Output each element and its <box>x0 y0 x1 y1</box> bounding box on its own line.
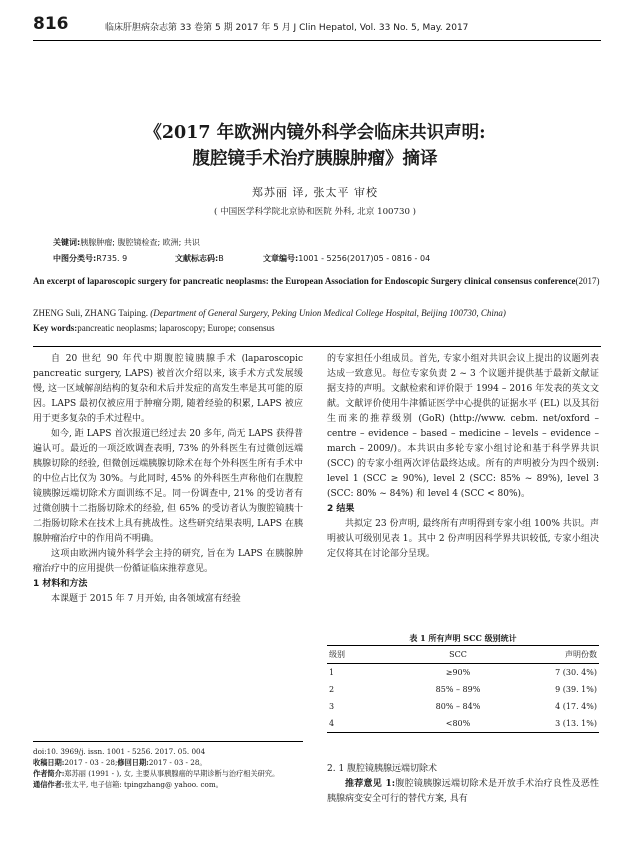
english-title-text: An excerpt of laparoscopic surgery for pancreatic neoplasms: the European Association for Endoscopic Surgery clinical consensus conference <box>33 276 576 286</box>
left-paragraph-4: 本课题于 2015 年 7 月开始, 由各领域富有经验 <box>51 594 241 604</box>
left-paragraph-3: 这项由欧洲内镜外科学会主持的研究, 旨在为 LAPS 在胰腺肿瘤治疗中的应用提供一份循证临床推荐意见。 <box>33 549 303 574</box>
table-cell: 3 (13. 1%) <box>515 715 599 733</box>
doc-code-line <box>175 253 224 264</box>
table-row <box>327 664 599 682</box>
table-cell: 80% – 84% <box>435 702 481 711</box>
affiliation: ( 中国医学科学院北京协和医院 外科, 北京 100730 ) <box>214 207 416 217</box>
table-cell: 2 <box>329 685 335 694</box>
correspondence-label: 通信作者: <box>33 780 65 789</box>
dates-line <box>33 757 303 768</box>
keywords-label: 关键词: <box>53 238 81 247</box>
table-header-scc: SCC <box>401 646 515 664</box>
journal-header: 临床肝胆病杂志第 33 卷第 5 期 2017 年 5 月 J Clin Hepatol, Vol. 33 No. 5, May. 2017 <box>105 23 469 33</box>
left-paragraph-2: 如今, 距 LAPS 首次报道已经过去 20 多年, 尚无 LAPS 获得普遍认可。最近的一项泛欧调查表明, 73% 的外科医生有过微创远端胰腺切除的经验, 但微创远端胰腺切除术在每个外科医生所有手术中的中位占比仅为 30%。与此同时, 45% 的外科医生声称他们在腹腔镜胰腺远端切除术方面训练不足。同一份调查中, 21% 的受访者有过微创胰十二指肠切除术的经验, 但 65% 的受访者认为腹腔镜胰十二指肠切除术在技术上具有挑战性。这些研究结果表明, LAPS 在胰腺肿瘤治疗中的作用尚不明确。 <box>33 429 303 544</box>
english-title-suffix: (2017) <box>575 276 600 286</box>
table-cell: 4 <box>327 715 401 733</box>
recommendation-1 <box>327 777 599 807</box>
table-cell: 3 <box>329 702 335 711</box>
table-cell: 7 (30. 4%) <box>555 668 597 677</box>
title-line-2: 腹腔镜手术治疗胰腺肿瘤》摘译 <box>192 149 438 169</box>
received-date: 2017 - 03 - 28; <box>64 758 118 767</box>
table-row <box>327 681 599 698</box>
english-keywords: pancreatic neoplasms; laparoscopy; Europe; consensus <box>77 323 275 333</box>
doc-code: B <box>218 254 224 263</box>
table-cell: 1 <box>329 668 335 677</box>
table-cell: 9 (39. 1%) <box>555 685 597 694</box>
author-bio: 郑苏丽 (1991 - ), 女, 主要从事胰腺癌的早期诊断与治疗相关研究。 <box>64 769 280 778</box>
section-heading-2: 2 结果 <box>327 504 355 514</box>
footnotes <box>33 746 303 790</box>
footnote-rule <box>33 741 303 742</box>
revised-date: 2017 - 03 - 28。 <box>148 758 207 767</box>
recommendation-1-label: 推荐意见 1: <box>345 779 396 789</box>
left-paragraph-1: 自 20 世纪 90 年代中期腹腔镜胰腺手术 (laparoscopic pancreatic surgery, LAPS) 被首次介绍以来, 该手术方式发展缓慢, 这一区域解剖结构的复杂和术后并发症的高发生率是其可能的原因。LAPS 最初仅被应用于肿瘤分期, 随着经验的积累, LAPS 被应用于更多复杂的手术过程中。 <box>33 354 303 424</box>
keywords: 胰腺肿瘤; 腹腔镜检查; 欧洲; 共识 <box>80 238 200 247</box>
author-bio-line <box>33 768 303 779</box>
author-bio-label: 作者简介: <box>33 769 65 778</box>
clc-line <box>53 253 127 264</box>
authors: 郑苏丽 译, 张太平 审校 <box>252 186 378 199</box>
english-affiliation: (Department of General Surgery, Peking Union Medical College Hospital, Beijing 100730, China) <box>150 308 506 318</box>
clc: R735. 9 <box>96 254 128 263</box>
doc-code-label: 文献标志码: <box>175 254 219 263</box>
header-rule <box>33 40 601 41</box>
table-header-count: 声明份数 <box>515 646 599 664</box>
abstract-rule <box>33 346 601 347</box>
english-authors: ZHENG Suli, ZHANG Taiping. <box>33 308 148 318</box>
revised-label: 修回日期: <box>117 758 149 767</box>
table-cell: 85% – 89% <box>435 685 481 694</box>
correspondence-line <box>33 779 303 790</box>
english-title <box>33 275 601 288</box>
article-no: 1001 - 5256(2017)05 - 0816 - 04 <box>298 254 431 263</box>
received-label: 收稿日期: <box>33 758 65 767</box>
right-paragraph-2: 共拟定 23 份声明, 最终所有声明得到专家小组 100% 共识。声明被认可级别见表 1。其中 2 份声明因科学界共识较低, 专家小组决定仅将其在讨论部分呈现。 <box>327 519 599 559</box>
section-heading-1: 1 材料和方法 <box>33 579 88 589</box>
page-number: 816 <box>33 14 69 34</box>
table-cell: <80% <box>401 715 515 733</box>
table-cell: ≥90% <box>445 668 471 677</box>
right-paragraph-1: 的专家担任小组成员。首先, 专家小组对共识会议上提出的议题列表达成一致意见。每位专家负责 2 ~ 3 个议题并提供基于最新文献证据支持的声明。文献检索和评价限于 1994 – 2016 年发表的英文文献。文献评价使用牛津循证医学中心提供的证据水平 (EL) 以及其衍生而来的推荐级别 (GoR) (http://www. cebm. net/oxford – centre – evidence – based – medicine – levels – evidence – march – 2009/)。本共识由多轮专家小组讨论和基于科学界共识 (SCC) 的专家小组两次评估最终达成。所有的声明被分为四个级别: level 1 (SCC ≥ 90%), level 2 (SCC: 85% ~ 89%), level 3 (SCC: 80% ~ 84%) 和 level 4 (SCC < 80%)。 <box>327 354 599 499</box>
article-no-label: 文章编号: <box>263 254 299 263</box>
recommendation-1-text: 腹腔镜胰腺远端切除术是开放手术治疗良性及恶性胰腺病变安全可行的替代方案, 具有 <box>327 779 599 804</box>
table-row <box>327 698 599 715</box>
article-no-line <box>263 253 430 264</box>
english-keywords-line <box>33 322 601 335</box>
table-caption: 表 1 所有声明 SCC 级别统计 <box>409 633 517 643</box>
section-heading-2-1: 2. 1 腹腔镜胰腺远端切除术 <box>327 764 438 774</box>
correspondence: 张太平, 电子信箱: tpingzhang@ yahoo. com。 <box>64 780 223 789</box>
english-authors-line <box>33 307 601 320</box>
doi: doi:10. 3969/j. issn. 1001 - 5256. 2017. 05. 004 <box>33 747 206 756</box>
scc-table <box>327 645 599 733</box>
english-keywords-label: Key words: <box>33 323 78 333</box>
clc-label: 中图分类号: <box>53 254 97 263</box>
table-header-row <box>327 646 599 664</box>
title-line-1: 《2017 年欧洲内镜外科学会临床共识声明: <box>144 123 486 143</box>
right-column <box>327 352 599 562</box>
table-header-level: 级别 <box>327 646 401 664</box>
table-row <box>327 715 599 733</box>
left-column <box>33 352 303 607</box>
table-cell: 4 (17. 4%) <box>555 702 597 711</box>
keywords-line <box>53 237 200 248</box>
